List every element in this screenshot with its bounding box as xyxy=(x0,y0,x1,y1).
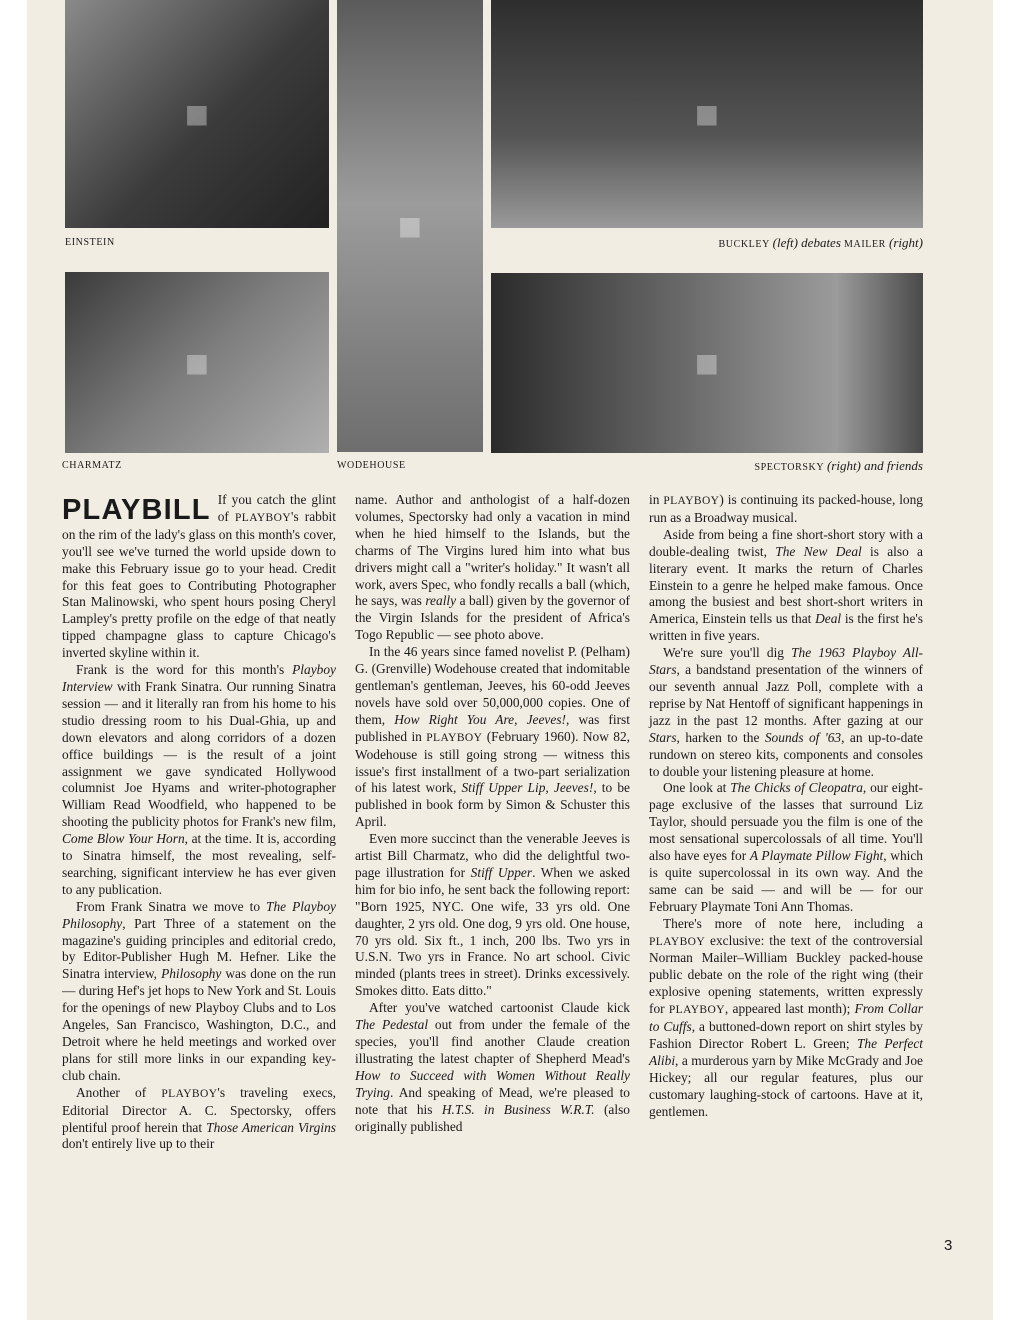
title-reference: The 1963 Playboy All-Stars xyxy=(649,645,923,678)
paragraph xyxy=(649,780,923,915)
photo-icon: ◼ xyxy=(694,96,720,132)
article-heading: PLAYBILL xyxy=(62,494,211,526)
text-run: There's more of note here, including a xyxy=(663,915,923,931)
title-reference: Philosophy xyxy=(161,966,222,982)
paragraph xyxy=(355,831,630,1000)
title-reference: Come Blow Your Horn xyxy=(62,831,185,847)
title-reference: Those American Virgins xyxy=(206,1119,336,1135)
text-run: . And speaking of Mead, we're pleased to note that his xyxy=(355,1084,630,1117)
text-run: in xyxy=(649,492,664,507)
text-run: Another of xyxy=(76,1084,162,1100)
magazine-name: PLAYBOY xyxy=(426,731,483,744)
title-reference: The Playboy Philosophy xyxy=(62,898,336,931)
article-column-1 xyxy=(62,492,336,1153)
text-run: Frank is the word for this month's xyxy=(76,662,293,678)
spectorsky-photo xyxy=(491,273,923,453)
article-column-3 xyxy=(649,492,923,1121)
magazine-name: PLAYBOY xyxy=(663,495,720,507)
caption-name: MAILER xyxy=(844,239,886,250)
text-run: ) is continuing its packed-house, long run as a Broadway musical. xyxy=(649,492,924,525)
text-run: , a buttoned-down report on shirt styles by Fashion Director Robert L. Green; xyxy=(649,1019,923,1051)
caption-italic: (right) xyxy=(889,235,923,250)
text-run: , was first published in xyxy=(355,711,630,744)
title-reference: From Collar to Cuffs xyxy=(649,1001,923,1035)
text-run: From Frank Sinatra we move to xyxy=(76,898,267,914)
title-reference: Stiff Upper Lip, Jeeves! xyxy=(461,780,594,796)
text-run: , harken to the xyxy=(676,729,765,745)
buckley-mailer-photo xyxy=(491,0,923,228)
title-reference: The Pedestal xyxy=(355,1017,429,1033)
text-run: , at the time. It is, according to Sinatra himself, the most revealing, self-searching, significant interview he has ever given to any publication. xyxy=(62,831,336,897)
text-run: Aside from being a fine short-short story with a double-dealing twist, xyxy=(649,526,923,559)
caption-italic: (left) debates xyxy=(772,235,841,250)
column-body xyxy=(355,492,630,1135)
text-run: , a murderous yarn by Mike McGrady and Joe Hickey; all our regular features, plus our customary laughing-stock of cartoons. Have at it, gentlemen. xyxy=(649,1052,923,1119)
paragraph xyxy=(355,492,630,644)
article-column-2 xyxy=(355,492,630,1135)
column-body xyxy=(62,492,336,1153)
title-reference: A Playmate Pillow Fight xyxy=(749,848,884,864)
caption-italic: (right) and friends xyxy=(826,458,923,473)
text-run: don't entirely live up to their xyxy=(62,1136,215,1152)
title-reference: The Perfect Alibi xyxy=(649,1036,923,1068)
title-reference: Stiff Upper xyxy=(470,864,533,880)
page-number: 3 xyxy=(944,1237,953,1254)
text-run: , appeared last month); xyxy=(724,1001,855,1017)
paragraph xyxy=(649,527,923,645)
caption-charmatz: CHARMATZ xyxy=(62,460,122,471)
text-run: , to be published in book form by Simon & Schuster this April. xyxy=(355,780,630,830)
text-run: One look at xyxy=(663,780,731,796)
caption-name: BUCKLEY xyxy=(718,239,770,250)
text-run: , our eight-page exclusive of the lasses that surround Liz Taylor, should persuade you the film is one of the most sensational supercolossals of all time. You'll also have eyes for xyxy=(649,780,923,864)
text-run: is the first he's written in five years. xyxy=(649,611,924,644)
photo-icon: ◼ xyxy=(184,345,210,380)
title-reference: Sounds of '63 xyxy=(764,729,842,745)
text-run: , an up-to-date rundown on stereo kits, components and consoles to double your listening pleasure at home. xyxy=(649,729,923,779)
text-run: exclusive: the text of the controversial Norman Mailer–William Buckley packed-house public debate on the role of the right wing (their explosive opening statements, written expressly for xyxy=(649,932,923,1017)
text-run: is also a literary event. It marks the return of Charles Einstein to a genre he helped make famous. Once among the busiest and best short-short writers in America, Einstein tells us that xyxy=(649,543,923,627)
text-run: 's rabbit on the rim of the lady's glass on this month's cover, you'll see we've turned the world upside down to make this February issue go to your head. Credit for this feat goes to Contributing Photographer Stan Malinowski, who spent hours posing Cheryl Lampley's pretty profile on the edge of that neatly tipped champagne glass to capture Chicago's inverted skyline within it. xyxy=(62,508,336,661)
title-reference: Deal xyxy=(815,611,842,627)
title-reference: How to Succeed with Women Without Really Trying xyxy=(355,1067,630,1100)
text-run: We're sure you'll dig xyxy=(663,645,792,661)
photo-icon: ◼ xyxy=(397,208,423,244)
text-run: (also originally published xyxy=(355,1101,630,1134)
text-run: After you've watched cartoonist Claude kick xyxy=(369,1000,630,1016)
caption-buckley-mailer xyxy=(718,235,923,251)
caption-spectorsky xyxy=(754,458,923,474)
text-run: a ball) given by the governor of the Virgin Islands for the president of Africa's Togo Republic — see photo above. xyxy=(355,593,630,643)
text-run: In the 46 years since famed novelist P. (Pelham) G. (Grenville) Wodehouse created that indomitable gentleman's gentleman, Jeeves, his 60-odd Jeeves novels have sold over 50,000,000 copies. One of them, xyxy=(355,644,630,727)
photo-icon: ◼ xyxy=(184,96,210,132)
text-run: , a bandstand presentation of the winners of our seventh annual Jazz Poll, complete with a reprise by Nat Hentoff of significant happenings in jazz in the past 12 months. After gazing at our xyxy=(649,662,923,728)
title-reference: How Right You Are, Jeeves! xyxy=(394,711,566,727)
text-run: . When we asked him for bio info, he sent back the following report: "Born 1925, NYC. One wife, 33 yrs old. One daughter, 2 yrs old. One dog, 9 yrs old. One house, 70 yrs old. Six ft., 1 inch, 200 lbs. Two yrs in U.S.N. Two yrs in France. No art school. Civic minded (plants trees in street). Drinks excessively. Smokes ditto. Eats ditto." xyxy=(355,864,630,999)
paragraph xyxy=(62,899,336,1085)
caption-wodehouse: WODEHOUSE xyxy=(337,460,406,471)
text-run: Even more succinct than the venerable Jeeves is artist Bill Charmatz, who did the delightful two-page illustration for xyxy=(355,831,630,880)
text-run: (February 1960). Now 82, Wodehouse is still going strong — witness this issue's first installment of a two-part serialization of his latest work, xyxy=(355,728,630,796)
title-reference: H.T.S. in Business W.R.T. xyxy=(441,1101,595,1117)
column-body xyxy=(649,492,923,1121)
photo-icon: ◼ xyxy=(694,345,720,381)
title-reference: really xyxy=(425,593,457,609)
paragraph xyxy=(355,1000,630,1135)
text-run: 's traveling execs, Editorial Director A. C. Spectorsky, offers plentiful proof herein that xyxy=(62,1084,337,1135)
magazine-name: PLAYBOY xyxy=(234,511,292,524)
text-run: with Frank Sinatra. Our running Sinatra session — and it literally ran from his home to his studio dressing room to his Dual-Ghia, up and down elevators and along corridors of a dozen office buildings — is the result of a joint assignment we gave syndicated Hollywood columnist Joe Hyams and writer-photographer William Read Woodfield, who happened to be shooting the publicity photos for Frank's new film, xyxy=(62,678,336,830)
paragraph xyxy=(649,645,923,780)
caption-name: SPECTORSKY xyxy=(754,462,824,473)
magazine-name: PLAYBOY xyxy=(649,935,706,948)
text-run: name. Author and anthologist of a half-dozen volumes, Spectorsky had only a vacation in mind when he hied himself to the Islands, but the charms of The Virgins lured him into what bus drivers might call a "writer's holiday." It wasn't all work, avers Spec, who fondly recalls a ball (which, he says, was xyxy=(355,492,630,609)
title-reference: The New Deal xyxy=(775,543,862,559)
magazine-name: PLAYBOY xyxy=(161,1087,218,1100)
paragraph xyxy=(62,1085,336,1154)
text-run: was done on the run — during Hef's jet hops to New York and St. Louis for the openings of new Playboy Clubs and to Los Angeles, San Francisco, Washington, D.C., and Detroit where he held meetings and worked over plans for still more links in our expanding key-club chain. xyxy=(62,966,336,1083)
text-run: out from under the female of the species, you'll find another Claude creation illustrating the latest chapter of Shepherd Mead's xyxy=(355,1017,630,1066)
text-run: , Part Three of a statement on the magazine's guiding principles and editorial credo, by Editor-Publisher Hugh M. Hefner. Like the Sinatra interview, xyxy=(62,915,336,982)
paragraph xyxy=(649,492,923,527)
charmatz-photo xyxy=(65,272,329,453)
paragraph xyxy=(649,916,923,1121)
text-run: , which is quite supercolossal in its own way. And the same can be said — and will be — for our February Playmate Toni Ann Thomas. xyxy=(649,848,924,914)
wodehouse-photo xyxy=(337,0,483,452)
text-run: If you catch the glint of xyxy=(217,492,336,524)
paragraph xyxy=(62,662,336,899)
title-reference: The Chicks of Cleopatra xyxy=(730,780,863,796)
title-reference: Stars xyxy=(649,729,677,745)
caption-einstein: EINSTEIN xyxy=(65,237,115,248)
paragraph xyxy=(355,644,630,831)
einstein-photo xyxy=(65,0,329,228)
magazine-name: PLAYBOY xyxy=(668,1004,725,1017)
title-reference: Playboy Interview xyxy=(62,662,336,694)
